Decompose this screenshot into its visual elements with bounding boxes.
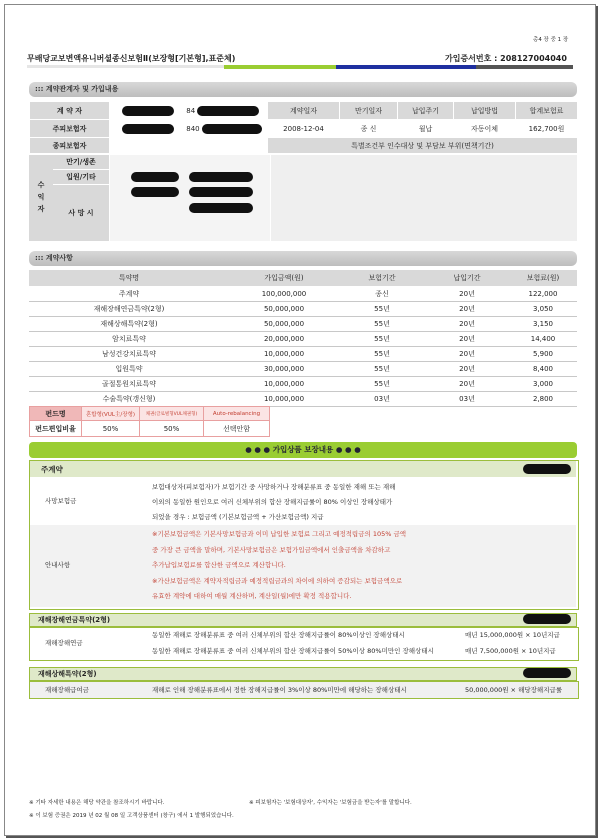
- fund-name-3: Auto-rebalancing: [204, 407, 270, 421]
- fund-name-1: 혼합형(VUL主/장형): [82, 407, 140, 421]
- product-period: 03년: [339, 391, 425, 406]
- product-name: 재해상해특약(2형): [29, 316, 229, 331]
- annuity-line-2: 동일한 재해로 장해분류표 중 여러 신체부위의 합산 장해지급률이 50%이상 80%미만인 장해상태시: [152, 647, 434, 655]
- product-row: [29, 331, 577, 346]
- product-amount: 50,000,000: [229, 316, 339, 331]
- notice-line-2: 중 가장 큰 금액을 말하며, 기본사망보험금은 보험가입금액에서 인출금액을 차감하고: [152, 545, 391, 554]
- footer-note-1: ※ 기타 자세한 내용은 해당 약관을 참조하시기 바랍니다.: [29, 800, 165, 806]
- header-total-premium: 합계보험료: [516, 102, 578, 120]
- redaction: [202, 124, 262, 134]
- fund-name-2: 채권(글로벌형VUL채권형): [140, 407, 204, 421]
- product-amount: 10,000,000: [229, 376, 339, 391]
- main-contract-title: 주계약: [41, 465, 63, 474]
- redaction: [131, 187, 179, 197]
- notice-line-1: ※기본보험금액은 기본사망보험금과 이미 납입한 보험료 그리고 예정적립금의 105% 금액: [152, 530, 407, 538]
- contract-parties-table: [29, 101, 578, 154]
- header-payment-method: 납입방법: [454, 102, 516, 120]
- redaction: [523, 464, 571, 474]
- product-name: 입원특약: [29, 361, 229, 376]
- document-page: [4, 4, 596, 836]
- product-payment-period: 20년: [425, 301, 509, 316]
- death-line-1: 보험대상자(피보험자)가 보험기간 중 사망하거나 장해분류표 중 동일한 재해 또는 재해: [152, 483, 396, 491]
- product-payment-period: 20년: [425, 376, 509, 391]
- product-name: 골절통원치료특약: [29, 376, 229, 391]
- header-contract-date: 계약일자: [268, 102, 340, 120]
- beneficiary-label-text: 수익자: [37, 181, 45, 213]
- product-amount: 10,000,000: [229, 346, 339, 361]
- product-payment-period: 20년: [425, 361, 509, 376]
- notice-text: [152, 527, 406, 605]
- redaction: [122, 106, 174, 116]
- product-premium: 14,400: [509, 331, 577, 346]
- product-premium: 5,900: [509, 346, 577, 361]
- product-name: 주계약: [29, 286, 229, 301]
- beneficiary-hospital-label: 입원/기타: [53, 170, 109, 184]
- product-row: [29, 361, 577, 376]
- special-clause-value: [271, 155, 577, 241]
- total-premium-value: 162,700원: [516, 120, 578, 138]
- fund-ratio-3: 선택안함: [204, 421, 270, 437]
- product-period: 55년: [339, 361, 425, 376]
- contractor-value: [110, 102, 268, 120]
- fund-table: [29, 406, 270, 437]
- product-amount: 20,000,000: [229, 331, 339, 346]
- product-amount: 10,000,000: [229, 391, 339, 406]
- product-premium: 3,050: [509, 301, 577, 316]
- document-title: 무배당교보변액유니버셜종신보험Ⅱ(보장형[기본형],표준체): [27, 54, 236, 63]
- product-period: 55년: [339, 331, 425, 346]
- header-payment-cycle: 납입주기: [398, 102, 454, 120]
- footer-note-3: ※ 이 보험 증권은 2019 년 02 월 08 일 고객상품센터 (창구) 에서 1 발행되었습니다.: [29, 813, 234, 819]
- page-number: 총4 장 중 1 장: [533, 37, 569, 43]
- annuity-rider-header: [29, 613, 577, 627]
- product-premium: 122,000: [509, 286, 577, 301]
- product-premium: 2,800: [509, 391, 577, 406]
- header-period: 보험기간: [339, 270, 425, 286]
- product-row: [29, 316, 577, 331]
- header-product-name: 특약명: [29, 270, 229, 286]
- death-benefit-text: [152, 480, 395, 525]
- payment-method-value: 자동이체: [454, 120, 516, 138]
- divider-grey: [27, 65, 224, 68]
- coverage-title: ● ● ● 가입상품 보장내용 ● ● ●: [29, 442, 577, 458]
- annuity-rider-title: 재해장해연금특약(2형): [38, 616, 111, 624]
- notice-label: 안내사항: [45, 561, 71, 569]
- product-row: [29, 391, 577, 406]
- header-payment-period: 납입기간: [425, 270, 509, 286]
- redaction: [197, 106, 259, 116]
- injury-rider-header: [29, 667, 577, 681]
- contractor-id: 84: [186, 106, 196, 115]
- injury-label: 재해장해급여금: [45, 686, 89, 694]
- divider-dark: [476, 65, 573, 69]
- product-period: 55년: [339, 346, 425, 361]
- insured-label: 주피보험자: [30, 120, 110, 138]
- product-row: [29, 286, 577, 301]
- contract-date-value: 2008-12-04: [268, 120, 340, 138]
- product-amount: 50,000,000: [229, 301, 339, 316]
- product-premium: 8,400: [509, 361, 577, 376]
- injury-amount: 50,000,000원 × 해당장해지급률: [465, 686, 563, 694]
- contractor-label: 계 약 자: [30, 102, 110, 120]
- header-amount: 가입금액(원): [229, 270, 339, 286]
- product-row: [29, 346, 577, 361]
- beneficiary-values: [110, 155, 270, 241]
- main-contract-header: [30, 461, 576, 477]
- injury-rider-title: 재해상해특약(2형): [38, 670, 97, 678]
- fund-ratio-1: 50%: [82, 421, 140, 437]
- annuity-line-1: 동일한 재해로 장해분류표 중 여러 신체부위의 합산 장해지급률이 80%이상인 장해상태시: [152, 631, 405, 639]
- special-clause-header: 특별조건부 인수대상 및 부담보 부위(면책기간): [268, 138, 578, 154]
- death-line-2: 이외의 동일한 원인으로 여러 신체부위의 합산 장해지급률이 80% 이상인 장해상태가: [152, 498, 393, 506]
- product-row: [29, 301, 577, 316]
- notice-line-4: ※가산보험금액은 계약자적립금과 예정적립금과의 차이에 의하여 증감되는 보험금액으로: [152, 576, 403, 585]
- product-period: 종신: [339, 286, 425, 301]
- redaction: [189, 203, 253, 213]
- redaction: [189, 187, 253, 197]
- beneficiary-death-label: 사 망 시: [53, 185, 109, 241]
- product-payment-period: 20년: [425, 286, 509, 301]
- secondary-insured-label: 종피보험자: [30, 138, 110, 154]
- redaction: [523, 614, 571, 624]
- product-payment-period: 20년: [425, 346, 509, 361]
- footer-note-2: ※ 피보험자는 '보험대상자', 수익자는 '보험금을 받는자'를 말합니다.: [249, 800, 412, 806]
- product-amount: 100,000,000: [229, 286, 339, 301]
- fund-ratio-2: 50%: [140, 421, 204, 437]
- policy-number-value: 208127004040: [500, 54, 567, 63]
- death-benefit-label: 사망보험금: [45, 497, 77, 505]
- death-line-3: 되었을 경우 : 보험금액 (기본보험금액 + 가산보험금액) 지급: [152, 513, 324, 521]
- product-premium: 3,000: [509, 376, 577, 391]
- annuity-amount-2: 매년 7,500,000원 × 10년지급: [465, 647, 556, 655]
- header-maturity-date: 만기일자: [340, 102, 398, 120]
- section-contract-details-title: ::: 계약사항: [29, 251, 577, 266]
- redaction: [131, 172, 179, 182]
- product-payment-period: 20년: [425, 316, 509, 331]
- redaction: [122, 124, 174, 134]
- payment-cycle-value: 월납: [398, 120, 454, 138]
- product-name: 암치료특약: [29, 331, 229, 346]
- fund-ratio-label: 펀드편입비율: [30, 421, 82, 437]
- product-row: [29, 376, 577, 391]
- insured-value: [110, 120, 268, 138]
- product-period: 55년: [339, 316, 425, 331]
- beneficiary-label: [29, 155, 53, 241]
- product-premium: 3,150: [509, 316, 577, 331]
- policy-number: [445, 53, 567, 64]
- product-amount: 30,000,000: [229, 361, 339, 376]
- section-contract-parties-title: ::: 계약관계자 및 가입내용: [29, 82, 577, 97]
- product-period: 55년: [339, 301, 425, 316]
- redaction: [523, 668, 571, 678]
- notice-line-5: 유효한 계약에 대하여 매월 계산하며, 계산일(월)에만 확정 적용합니다.: [152, 592, 352, 600]
- maturity-date-value: 종 신: [340, 120, 398, 138]
- product-name: 재해장해연금특약(2형): [29, 301, 229, 316]
- product-payment-period: 03년: [425, 391, 509, 406]
- insured-id: 840: [186, 124, 200, 133]
- product-payment-period: 20년: [425, 331, 509, 346]
- annuity-amount-1: 매년 15,000,000원 × 10년지급: [465, 631, 560, 639]
- product-period: 55년: [339, 376, 425, 391]
- product-name: 남성건강치료특약: [29, 346, 229, 361]
- header-premium: 보험료(원): [509, 270, 577, 286]
- notice-line-3: 추가납입보험료를 합산한 금액으로 계산합니다.: [152, 561, 286, 569]
- policy-number-label: 가입증서번호 :: [445, 54, 501, 63]
- redaction: [189, 172, 253, 182]
- divider-blue: [336, 65, 476, 69]
- annuity-label: 재해장해연금: [45, 639, 83, 647]
- beneficiary-maturity-label: 만기/생존: [53, 155, 109, 169]
- secondary-insured-value: [110, 138, 268, 154]
- product-name: 수술특약(갱신형): [29, 391, 229, 406]
- divider-green: [224, 65, 336, 69]
- products-table: [29, 270, 577, 407]
- fund-name-label: 펀드명: [30, 407, 82, 421]
- injury-line: 재해로 인해 장해분류표에서 정한 장해지급률이 3%이상 80%미만에 해당하는 장해상태시: [152, 686, 407, 694]
